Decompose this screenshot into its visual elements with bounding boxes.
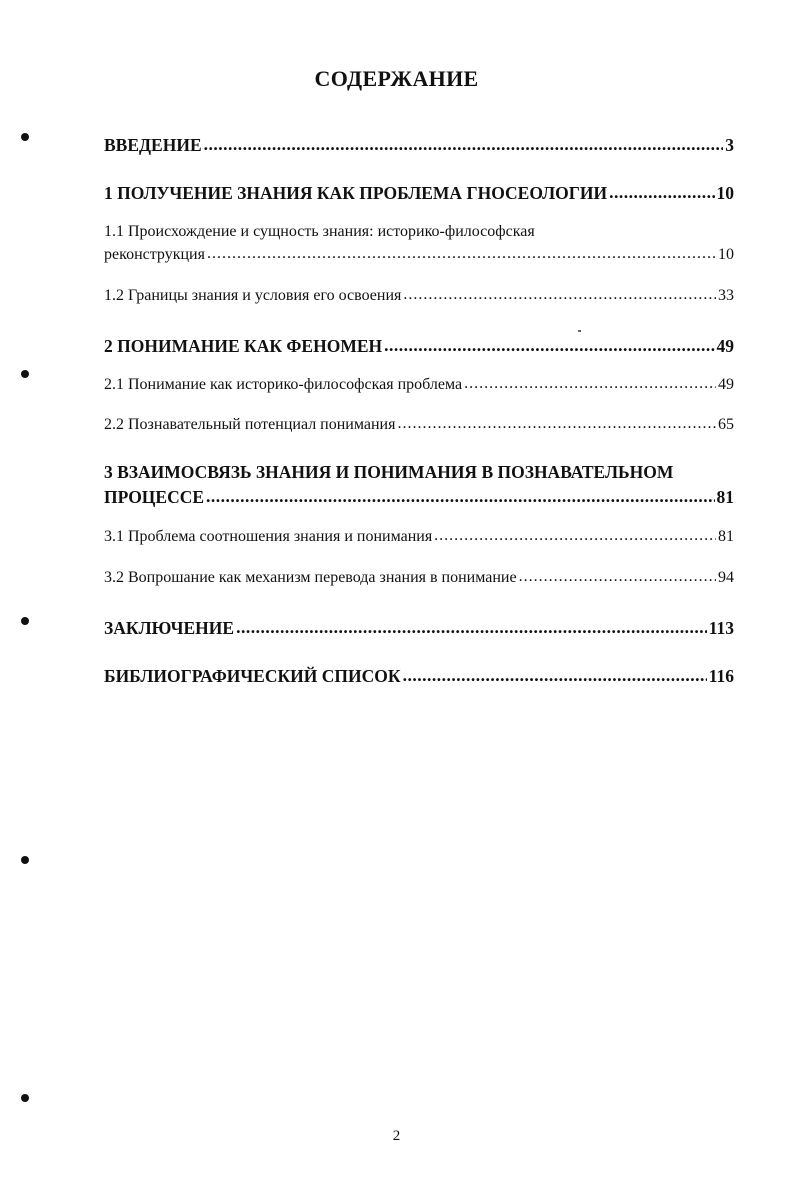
toc-entry-bibliography[interactable]: [104, 666, 734, 687]
dot-leader: [403, 665, 707, 686]
toc-entry-label: реконструкция: [104, 246, 205, 263]
dot-leader: [384, 335, 714, 356]
binder-hole-mark: [21, 370, 29, 378]
page-title: СОДЕРЖАНИЕ: [314, 66, 479, 91]
toc-entry-page: 116: [708, 666, 734, 686]
toc-entry-page: 49: [718, 376, 734, 393]
toc-entry-page: 113: [708, 618, 734, 638]
dot-leader: [403, 286, 716, 304]
dot-leader: [519, 568, 716, 586]
dot-leader: [397, 415, 716, 433]
dot-leader: [206, 486, 714, 507]
scan-speck: [578, 330, 581, 332]
dot-leader: [609, 182, 714, 203]
toc-entry-page: 10: [718, 246, 734, 263]
toc-entry-section-1-1-line1[interactable]: 1.1 Происхождение и сущность знания: историко-философская: [104, 223, 535, 240]
toc-entry-section-1-2[interactable]: [104, 287, 734, 305]
toc-entry-section-3-1[interactable]: [104, 528, 734, 546]
toc-entry-label: 2 ПОНИМАНИЕ КАК ФЕНОМЕН: [104, 336, 383, 356]
toc-entry-page: 94: [718, 569, 734, 586]
toc-entry-label: 3.1 Проблема соотношения знания и понимания: [104, 528, 433, 545]
binder-hole-mark: [21, 856, 29, 864]
dot-leader: [464, 375, 716, 393]
toc-entry-page: 3: [725, 135, 734, 155]
page-number: 2: [392, 1128, 401, 1144]
toc-entry-label: ВВЕДЕНИЕ: [104, 135, 202, 155]
toc-entry-chapter-3-line1[interactable]: 3 ВЗАИМОСВЯЗЬ ЗНАНИЯ И ПОНИМАНИЯ В ПОЗНАВАТЕЛЬНОМ: [104, 462, 674, 482]
toc-entry-page: 33: [718, 287, 734, 304]
dot-leader: [434, 527, 716, 545]
toc-entry-page: 81: [716, 487, 734, 507]
binder-hole-mark: [21, 617, 29, 625]
toc-entry-page: 65: [718, 416, 734, 433]
toc-entry-introduction[interactable]: [104, 135, 734, 156]
toc-entry-section-2-2[interactable]: [104, 416, 734, 434]
toc-entry-chapter-1[interactable]: [104, 183, 734, 204]
toc-entry-page: 81: [718, 528, 734, 545]
toc-entry-label: 1 ПОЛУЧЕНИЕ ЗНАНИЯ КАК ПРОБЛЕМА ГНОСЕОЛОГИИ: [104, 183, 608, 203]
toc-entry-label: ЗАКЛЮЧЕНИЕ: [104, 618, 235, 638]
toc-entry-label: 3.2 Вопрошание как механизм перевода знания в понимание: [104, 569, 517, 586]
toc-entry-chapter-2[interactable]: [104, 336, 734, 357]
toc-entry-label: 2.1 Понимание как историко-философская проблема: [104, 376, 463, 393]
dot-leader: [236, 617, 707, 638]
toc-entry-page: 49: [716, 336, 734, 356]
toc-entry-chapter-3[interactable]: [104, 487, 734, 508]
toc-entry-label: ПРОЦЕССЕ: [104, 487, 205, 507]
toc-entry-conclusion[interactable]: [104, 618, 734, 639]
binder-hole-mark: [21, 133, 29, 141]
toc-entry-label: БИБЛИОГРАФИЧЕСКИЙ СПИСОК: [104, 666, 401, 686]
dot-leader: [207, 245, 716, 263]
dot-leader: [204, 134, 724, 155]
toc-entry-label: 2.2 Познавательный потенциал понимания: [104, 416, 396, 433]
toc-entry-section-2-1[interactable]: [104, 376, 734, 394]
toc-entry-label: 1.2 Границы знания и условия его освоения: [104, 287, 402, 304]
toc-entry-section-1-1[interactable]: [104, 246, 734, 264]
toc-entry-section-3-2[interactable]: [104, 569, 734, 587]
binder-hole-mark: [21, 1094, 29, 1102]
toc-entry-page: 10: [716, 183, 734, 203]
